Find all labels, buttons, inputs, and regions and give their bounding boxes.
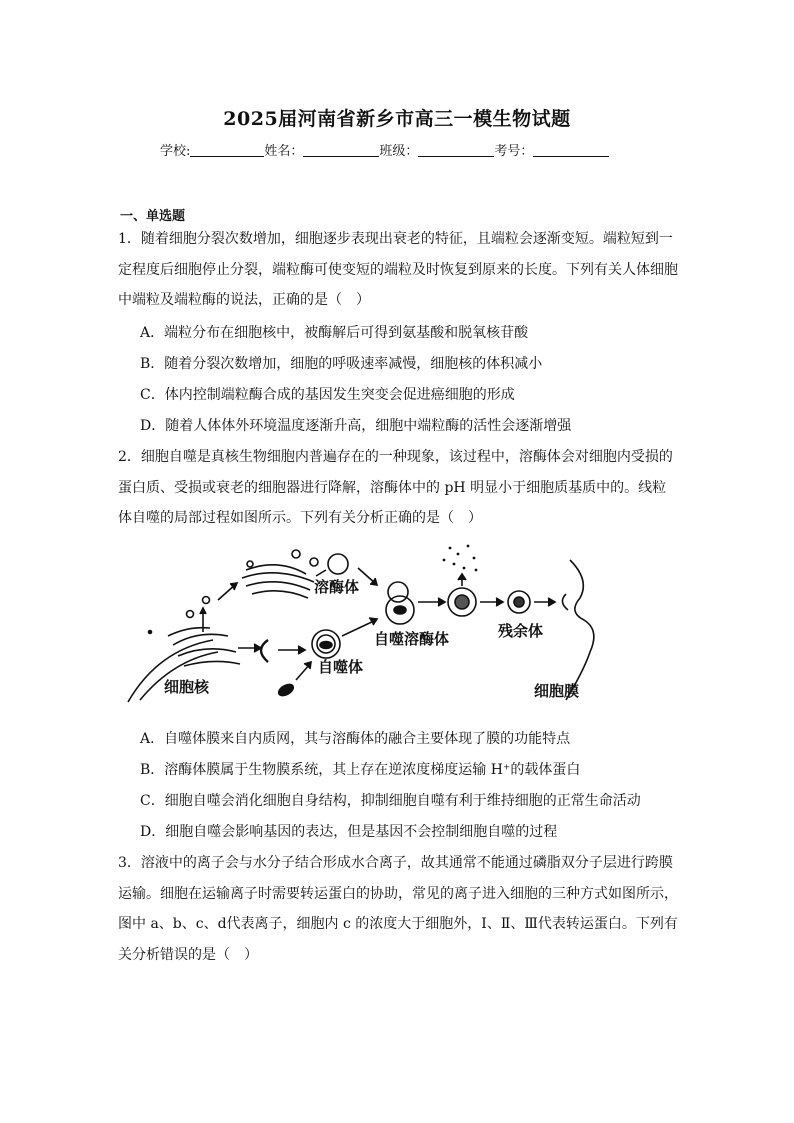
school-blank[interactable] bbox=[190, 143, 264, 157]
question-2-option-a[interactable]: A．自噬体膜来自内质网，其与溶酶体的融合主要体现了膜的功能特点 bbox=[140, 731, 571, 747]
mitochondrion-shape bbox=[277, 682, 295, 698]
label-autolysosome: 自噬溶酶体 bbox=[374, 630, 450, 648]
question-2-option-b[interactable]: B．溶酶体膜属于生物膜系统，其上存在逆浓度梯度运输 H⁺的载体蛋白 bbox=[140, 762, 581, 778]
question-1-option-a[interactable]: A．端粒分布在细胞核中，被酶解后可得到氨基酸和脱氧核苷酸 bbox=[140, 325, 529, 341]
name-blank[interactable] bbox=[303, 143, 379, 157]
label-nucleus: 细胞核 bbox=[164, 678, 210, 696]
cell-membrane-shape bbox=[566, 560, 594, 700]
exam-no-label: 考号： bbox=[494, 144, 534, 159]
question-2-stem: 2．细胞自噬是真核生物细胞内普遍存在的一种现象，该过程中，溶酶体会对细胞内受损的蛋白质、受损或衰老的细胞器进行降解，溶酶体中的 pH 明显小于细胞质基质中的。线粒体自噬的局部过程如图所示。下列有关分析正确的是（ ） bbox=[118, 449, 673, 526]
school-label: 学校: bbox=[160, 144, 191, 159]
label-residual-body: 残余体 bbox=[498, 622, 544, 640]
question-1-stem: 1．随着细胞分裂次数增加，细胞逐步表现出衰老的特征，且端粒会逐渐变短。端粒短到一定程度后细胞停止分裂，端粒酶可使变短的端粒及时恢复到原来的长度。下列有关人体细胞中端粒及端粒酶的说法，正确的是（ ） bbox=[118, 231, 678, 308]
label-cell-membrane: 细胞膜 bbox=[534, 682, 580, 700]
page-title: 2025届河南省新乡市高三一模生物试题 bbox=[223, 108, 571, 130]
question-2-option-d[interactable]: D．细胞自噬会影响基因的表达，但是基因不会控制细胞自噬的过程 bbox=[140, 824, 558, 840]
exam-no-blank[interactable] bbox=[533, 143, 609, 157]
question-1-option-d[interactable]: D．随着人体体外环境温度逐渐升高，细胞中端粒酶的活性会逐渐增强 bbox=[140, 418, 572, 434]
released-particles bbox=[443, 545, 478, 572]
autophagy-diagram bbox=[118, 540, 618, 710]
name-label: 姓名： bbox=[264, 144, 304, 159]
student-info-line bbox=[160, 140, 609, 159]
label-lysosome: 溶酶体 bbox=[314, 578, 360, 596]
class-label: 班级： bbox=[379, 144, 419, 159]
section-heading: 一、单选题 bbox=[120, 209, 186, 224]
class-blank[interactable] bbox=[418, 143, 494, 157]
question-2-option-c[interactable]: C．细胞自噬会消化细胞自身结构，抑制细胞自噬有利于维持细胞的正常生命活动 bbox=[140, 793, 641, 809]
question-3-stem: 3．溶液中的离子会与水分子结合形成水合离子，故其通常不能通过磷脂双分子层进行跨膜运输。细胞在运输离子时需要转运蛋白的协助，常见的离子进入细胞的三种方式如图所示，图中 a、b、c、d代表离子，细胞内 c 的浓度大于细胞外，Ⅰ、Ⅱ、Ⅲ代表转运蛋白。下列有关分析错误的是（ ） bbox=[118, 855, 678, 963]
label-autophagosome: 自噬体 bbox=[318, 658, 364, 676]
lysosome-shape bbox=[328, 554, 348, 574]
question-1-option-b[interactable]: B．随着分裂次数增加，细胞的呼吸速率减慢，细胞核的体积减小 bbox=[140, 356, 543, 372]
question-1-option-c[interactable]: C．体内控制端粒酶合成的基因发生突变会促进癌细胞的形成 bbox=[140, 387, 515, 403]
